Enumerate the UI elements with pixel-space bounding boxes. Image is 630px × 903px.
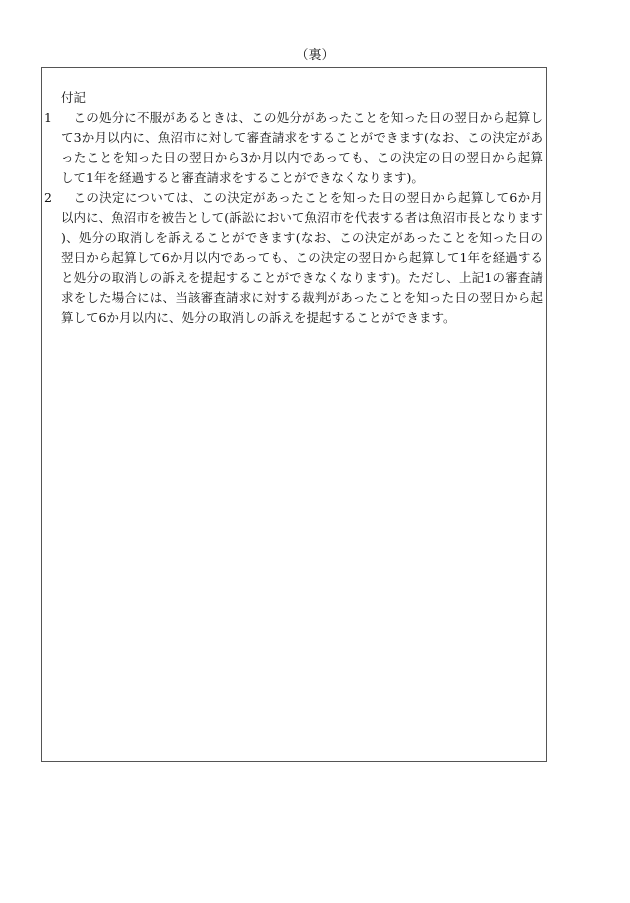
notes-heading: 付記: [61, 90, 87, 105]
page-side-label: （裏）: [295, 48, 335, 63]
note-text: この処分に不服があるときは、この処分があったことを知った日の翌日から起算して3か月以内に、魚沼市に対して審査請求をすることができます(なお、この決定があったことを知った日の翌日から3か月以内であっても、この決定の日の翌日から起算して1年を経過すると審査請求をすることができなくなります)。: [61, 110, 543, 185]
note-number: 1: [44, 110, 52, 125]
note-text: この決定については、この決定があったことを知った日の翌日から起算して6か月以内に、魚沼市を被告として(訴訟において魚沼市を代表する者は魚沼市長となります)、処分の取消しを訴えることができます(なお、この決定があったことを知った日の翌日から起算して6か月以内であっても、この決定の翌日から起算して1年を経過すると処分の取消しの訴えを提起することができなくなります)。ただし、上記1の審査請求をした場合には、当該審査請求に対する裁判があったことを知った日の翌日から起算して6か月以内に、処分の取消しの訴えを提起することができます。: [61, 190, 543, 325]
note-item: [42, 108, 546, 188]
note-number: 2: [44, 190, 52, 205]
notes-frame: [41, 67, 547, 762]
note-item: [42, 188, 546, 328]
